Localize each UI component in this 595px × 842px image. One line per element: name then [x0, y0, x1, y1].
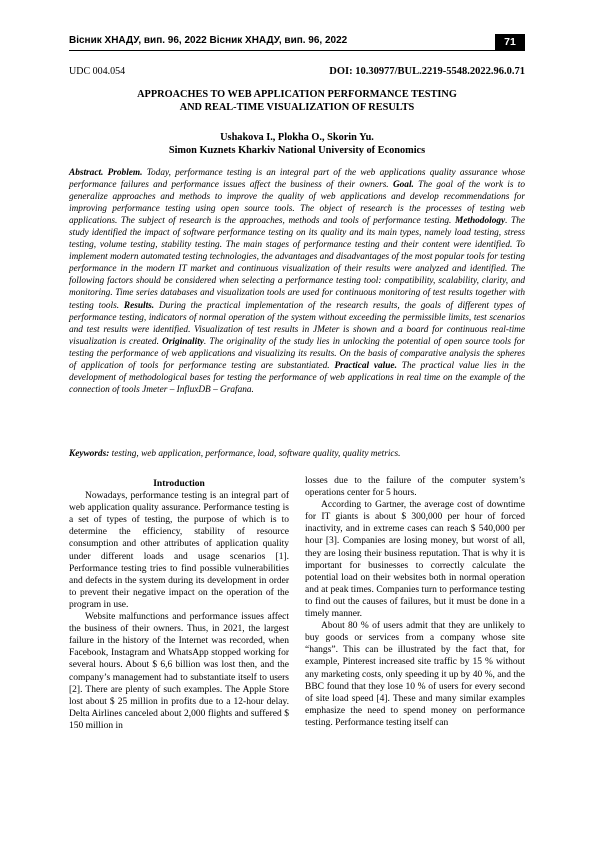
abstract-problem: Today, performance testing is an integral part of the web applications quality assurance whose performance failures and performance issues affect the business of their owners. — [69, 168, 526, 191]
keywords — [69, 448, 525, 460]
problem-label: Problem. — [107, 168, 143, 178]
body-paragraph: Nowadays, performance testing is an integral part of web application quality assurance. Performance testing is a set of types of testing, the purpose of which is to determine the efficiency, stability of resource consumption and other attributes of application quality under different loads and usage scenarios [1]. Performance testing tries to find possible vulnerabilities and defects in the system during its development in order to prevent their negative impact on the operation of the program in use. — [69, 491, 289, 610]
udc-code: UDC 004.054 — [69, 66, 126, 77]
abstract-originality: . The originality of the study lies in unlocking the potential of open source tools for testing the performance of web applications and visualizing its results. On the basis of comparative analysis the spheres of application of tools for performance testing are substantiated. — [69, 336, 525, 371]
abstract-methodology: . The study identified the impact of software performance testing on its quality and its main types, namely load testing, stress testing, volume testing, stability testing. The main stages of performance testing and their content were identified. To implement modern automated testing technologies, the advantages and disadvantages of the most popular tools for testing performance in the modern IT market and continuous visualization of their results were analyzed and identified. The following factors should be considered when selecting a performance testing tool: compatibility, scalability, clarity, and monitoring. Time series databases and visualization tools are used for continuous monitoring of test results together with testing tools. — [69, 216, 526, 311]
title-line-1: APPROACHES TO WEB APPLICATION PERFORMANCE TESTING — [137, 89, 457, 100]
author-block — [69, 131, 525, 157]
article-title — [69, 88, 525, 114]
abstract-label: Abstract. — [69, 168, 104, 178]
page-number-badge: 71 — [495, 34, 525, 50]
abstract-goal: The goal of the work is to generalize approaches and methods to improve the quality of web applications and develop recommendations for improving performance testing using open source tools. The object of research is the processes of testing web applications. The subject of research is the approaches, methods and tools of performance testing. — [69, 180, 525, 227]
journal-header: Вісник ХНАДУ, вип. 96, 2022 Вісник ХНАДУ, вип. 96, 2022 — [69, 35, 348, 46]
abstract-practical-value: The practical value lies in the development of methodological bases for testing the performance of web applications in real time on the example of the connection of tools Jmeter – InfluxDB – Grafana. — [69, 360, 526, 395]
keywords-label: Keywords: — [69, 449, 110, 459]
body-paragraph: losses due to the failure of the computer system’s operations center for 5 hours. — [305, 476, 525, 499]
author-names: Ushakova I., Plokha O., Skorin Yu. — [220, 132, 374, 143]
goal-label: Goal. — [392, 180, 414, 191]
body-paragraph: About 80 % of users admit that they are unlikely to buy goods or services from a company whose site “hangs”. This can be illustrated by the fact that, for example, Pinterest increased site traffic by 15 % without any marketing costs, only speeding it up by 40 %, and the BBC found that they lose 10 % of users for every second of site load speed [4]. These and many similar examples emphasize the need to spend money on performance testing. Performance testing itself can — [305, 621, 525, 728]
title-line-2: AND REAL-TIME VISUALIZATION OF RESULTS — [179, 102, 415, 113]
practical-value-label: Practical value. — [334, 360, 397, 371]
body-column-left — [69, 478, 289, 732]
methodology-label: Methodology — [455, 216, 506, 227]
doi-link[interactable]: DOI: 10.30977/BUL.2219-5548.2022.96.0.71 — [329, 66, 525, 77]
results-label: Results. — [123, 300, 155, 311]
abstract-results: During the practical implementation of the research results, the goals of different types of performance testing, indicators of normal operation of the system without exceeding the permissible limits, test scenarios and test results were identified. Visualization of test results in JMeter is shown and a board for continuous real-time visualization is created. — [69, 300, 525, 347]
originality-label: Originality — [162, 336, 204, 347]
abstract — [69, 167, 525, 396]
author-affiliation: Simon Kuznets Kharkiv National University of Economics — [168, 145, 426, 156]
keywords-text: testing, web application, performance, load, software quality, quality metrics. — [111, 449, 401, 459]
running-header — [69, 34, 525, 51]
body-paragraph: According to Gartner, the average cost of downtime for IT giants is about $ 300,000 per hour of forced inactivity, and in extreme cases can reach $ 540,000 per hour [3]. Companies are losing money, but worst of all, they are losing their business reputation. That is why it is important for businesses to correctly calculate the potential load on their websites both in normal operation and at peak times. Companies turn to performance testing to find out the causes of failures, but it must be done in a timely manner. — [305, 500, 525, 620]
body-paragraph: Website malfunctions and performance issues affect the business of their owners. Thus, in 2021, the largest failure in the history of the Internet was recorded, when Facebook, Instagram and WhatsApp stopped working for several hours. About $ 6,6 billion was lost then, and the company’s management had to substantiate itself to users [2]. There are plenty of such examples. The Apple Store lost about $ 25 million in profits due to a 12-hour delay. Delta Airlines canceled about 2,000 flights and suffered $ 150 million in — [69, 612, 289, 731]
section-title-introduction: Introduction — [153, 479, 205, 489]
body-column-right — [305, 475, 525, 729]
